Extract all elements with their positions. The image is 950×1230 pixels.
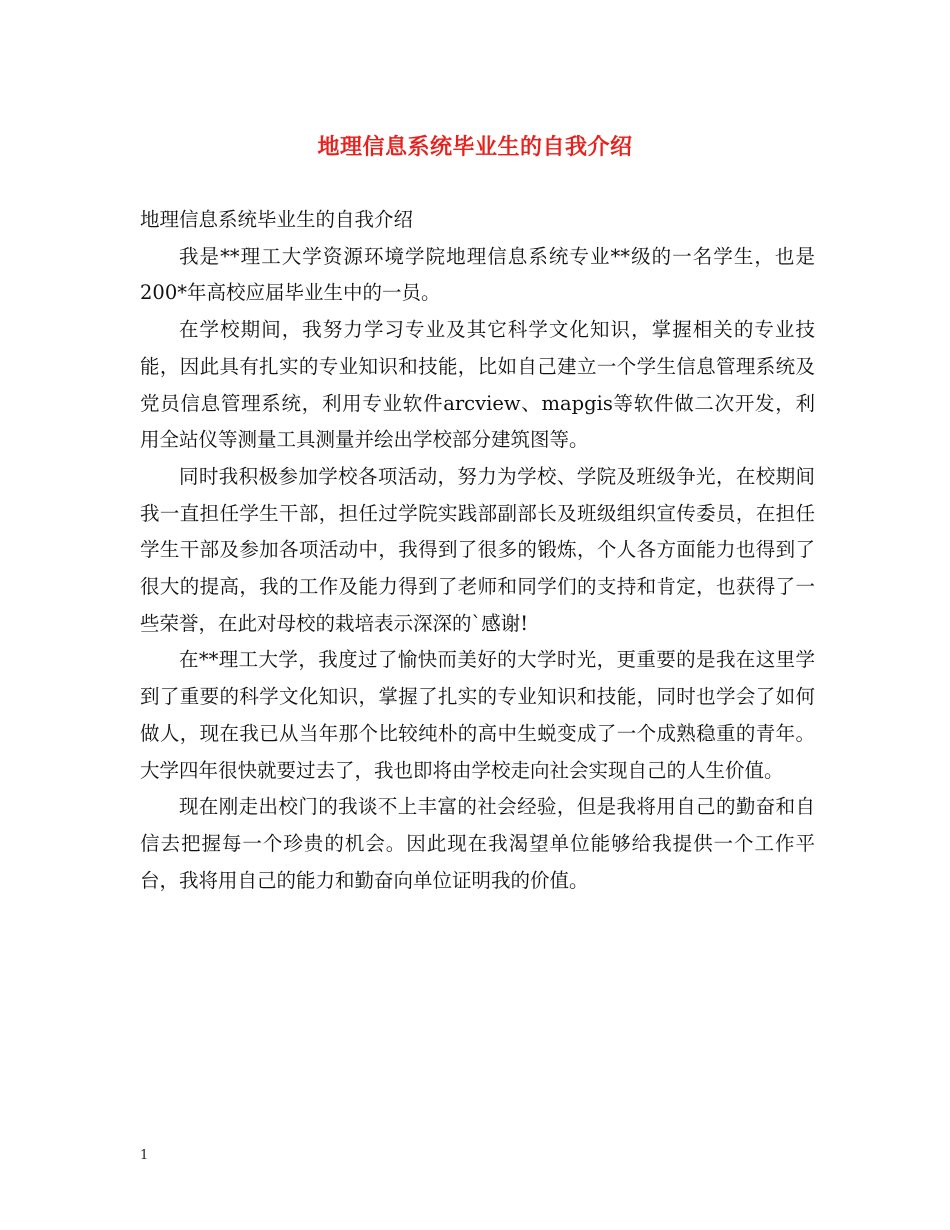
paragraph-intro: 我是**理工大学资源环境学院地理信息系统专业**级的一名学生，也是200*年高校应届毕业生中的一员。 xyxy=(140,244,815,305)
page-number: 1 xyxy=(140,1148,149,1163)
paragraph-study: 在学校期间，我努力学习专业及其它科学文化知识，掌握相关的专业技能，因此具有扎实的专业知识和技能，比如自己建立一个学生信息管理系统及党员信息管理系统，利用专业软件arcview、mapgis等软件做二次开发，利用全站仪等测量工具测量并绘出学校部分建筑图等。 xyxy=(140,318,815,452)
document-subtitle: 地理信息系统毕业生的自我介绍 xyxy=(140,208,414,231)
document-title: 地理信息系统毕业生的自我介绍 xyxy=(317,134,633,160)
document-body xyxy=(140,202,815,899)
paragraph-conclusion: 现在刚走出校门的我谈不上丰富的社会经验，但是我将用自己的勤奋和自信去把握每一个珍贵的机会。因此现在我渴望单位能够给我提供一个工作平台，我将用自己的能力和勤奋向单位证明我的价值。 xyxy=(140,795,815,892)
paragraph-university-life: 在**理工大学，我度过了愉快而美好的大学时光，更重要的是我在这里学到了重要的科学文化知识，掌握了扎实的专业知识和技能，同时也学会了如何做人，现在我已从当年那个比较纯朴的高中生蜕变成了一个成熟稳重的青年。大学四年很快就要过去了，我也即将由学校走向社会实现自己的人生价值。 xyxy=(140,648,815,782)
paragraph-activities: 同时我积极参加学校各项活动，努力为学校、学院及班级争光，在校期间我一直担任学生干部，担任过学院实践部副部长及班级组织宣传委员，在担任学生干部及参加各项活动中，我得到了很多的锻炼，个人各方面能力也得到了很大的提高，我的工作及能力得到了老师和同学们的支持和肯定，也获得了一些荣誉，在此对母校的栽培表示深深的`感谢! xyxy=(140,464,815,635)
